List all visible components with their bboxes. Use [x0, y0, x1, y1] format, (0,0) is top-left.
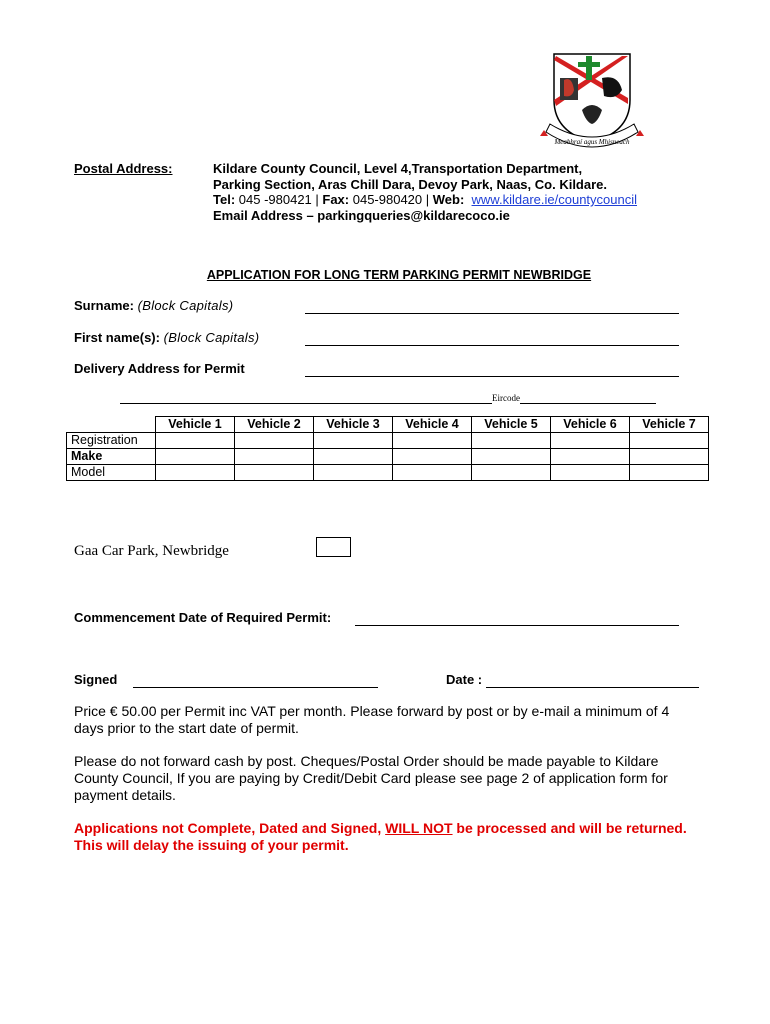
make-cell[interactable]	[314, 449, 393, 465]
county-crest-logo	[538, 50, 646, 162]
vehicle-column-header: Vehicle 7	[630, 417, 709, 433]
postal-address-label: Postal Address:	[74, 161, 173, 176]
web-label: Web:	[432, 192, 465, 207]
firstname-label-text: First name(s):	[74, 330, 160, 345]
vehicle-table	[66, 416, 709, 481]
surname-field[interactable]	[305, 298, 679, 314]
commencement-label: Commencement Date of Required Permit:	[74, 610, 332, 625]
vehicle-column-header: Vehicle 2	[235, 417, 314, 433]
tel-value: 045 -980421 |	[235, 192, 323, 207]
make-cell[interactable]	[393, 449, 472, 465]
vehicle-header-row	[67, 417, 709, 433]
row-label-make: Make	[67, 449, 156, 465]
make-cell[interactable]	[551, 449, 630, 465]
address-line-1: Kildare County Council, Level 4,Transportation Department,	[213, 161, 583, 176]
make-cell[interactable]	[472, 449, 551, 465]
eircode-row	[120, 393, 666, 404]
warning-text-2: be processed and will be returned. This will delay the issuing of your permit.	[74, 820, 687, 853]
warning-emphasis: WILL NOT	[385, 820, 453, 836]
website-link[interactable]: www.kildare.ie/countycouncil	[471, 192, 637, 207]
price-note: Price € 50.00 per Permit inc VAT per month. Please forward by post or by e-mail a minimum of 4 days prior to the start date of permit.	[74, 703, 670, 736]
model-cell[interactable]	[551, 465, 630, 481]
vehicle-column-header: Vehicle 1	[156, 417, 235, 433]
address-line-2: Parking Section, Aras Chill Dara, Devoy Park, Naas, Co. Kildare.	[213, 176, 607, 192]
date-field[interactable]	[486, 672, 699, 688]
table-row	[67, 433, 709, 449]
date-label: Date :	[446, 672, 483, 687]
registration-cell[interactable]	[393, 433, 472, 449]
car-park-checkbox[interactable]	[316, 537, 351, 557]
registration-cell[interactable]	[235, 433, 314, 449]
car-park-label: Gaa Car Park, Newbridge	[74, 543, 229, 559]
model-cell[interactable]	[156, 465, 235, 481]
crest-motto: Meabhraí agus Mhisneach	[554, 138, 630, 146]
address-line-field[interactable]	[120, 393, 492, 404]
registration-cell[interactable]	[472, 433, 551, 449]
signature-field[interactable]	[133, 672, 378, 688]
eircode-label: Eircode	[492, 393, 520, 403]
address-block	[213, 161, 637, 223]
surname-label	[74, 298, 233, 313]
form-title: APPLICATION FOR LONG TERM PARKING PERMIT NEWBRIDGE	[206, 268, 592, 282]
fax-label: Fax:	[322, 192, 350, 207]
firstname-label	[74, 330, 259, 345]
delivery-address-label: Delivery Address for Permit	[74, 361, 245, 376]
signed-label: Signed	[74, 672, 118, 687]
registration-cell[interactable]	[156, 433, 235, 449]
warning-text-1: Applications not Complete, Dated and Signed,	[74, 820, 386, 836]
contact-line	[213, 192, 637, 208]
firstname-field[interactable]	[305, 330, 679, 346]
model-cell[interactable]	[235, 465, 314, 481]
registration-cell[interactable]	[551, 433, 630, 449]
model-cell[interactable]	[314, 465, 393, 481]
firstname-hint: (Block Capitals)	[163, 330, 260, 345]
table-row	[67, 465, 709, 481]
email-line: Email Address – parkingqueries@kildarecoco.ie	[213, 207, 510, 223]
vehicle-column-header: Vehicle 4	[393, 417, 472, 433]
vehicle-column-header: Vehicle 3	[314, 417, 393, 433]
tel-label: Tel:	[213, 192, 236, 207]
make-cell[interactable]	[630, 449, 709, 465]
surname-label-text: Surname:	[74, 298, 134, 313]
registration-cell[interactable]	[314, 433, 393, 449]
vehicle-column-header: Vehicle 6	[551, 417, 630, 433]
fax-value: 045-980420 |	[349, 192, 433, 207]
model-cell[interactable]	[472, 465, 551, 481]
row-label-registration: Registration	[67, 433, 156, 449]
commencement-date-field[interactable]	[355, 610, 679, 626]
table-row	[67, 449, 709, 465]
registration-cell[interactable]	[630, 433, 709, 449]
warning-note	[74, 820, 694, 854]
vehicle-column-header: Vehicle 5	[472, 417, 551, 433]
delivery-address-field[interactable]	[305, 361, 679, 377]
payment-note: Please do not forward cash by post. Cheques/Postal Order should be made payable to Kildare County Council, If you are paying by Credit/Debit Card please see page 2 of application form for payment details.	[74, 753, 668, 803]
make-cell[interactable]	[235, 449, 314, 465]
row-label-model: Model	[67, 465, 156, 481]
table-corner-cell	[67, 417, 156, 433]
model-cell[interactable]	[393, 465, 472, 481]
model-cell[interactable]	[630, 465, 709, 481]
eircode-field[interactable]	[520, 393, 656, 404]
surname-hint: (Block Capitals)	[137, 298, 234, 313]
make-cell[interactable]	[156, 449, 235, 465]
